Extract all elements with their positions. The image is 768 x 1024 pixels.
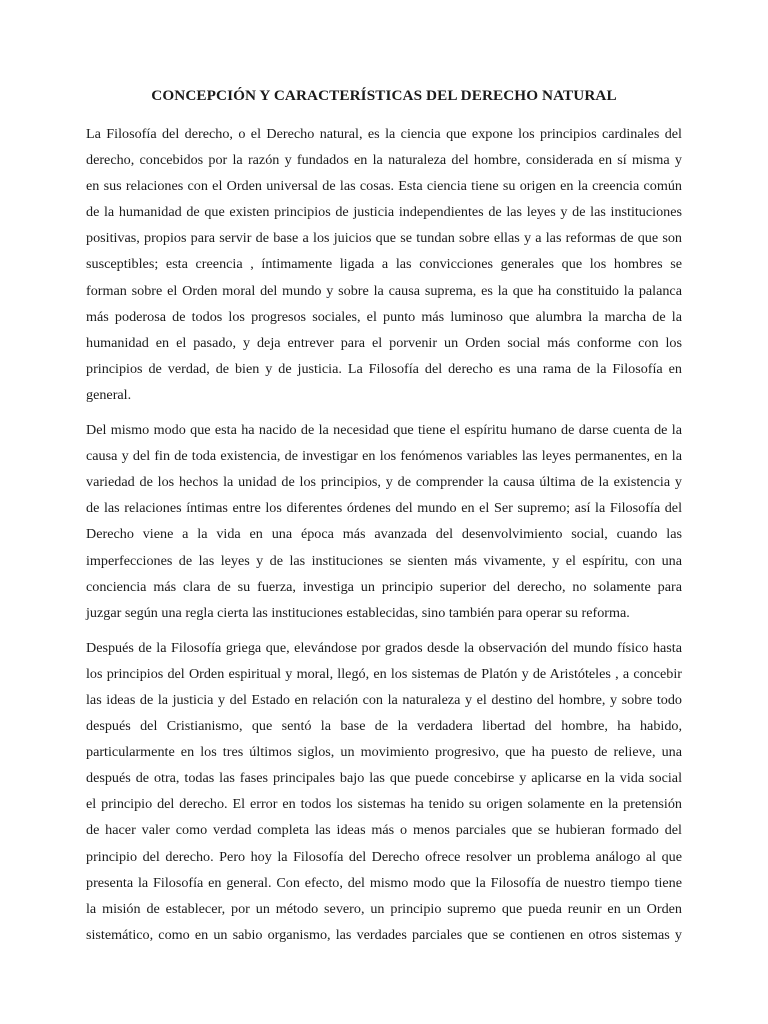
text-line: forman sobre el Orden moral del mundo y sobre la causa suprema, es la que ha constituido la palanca [86, 282, 682, 299]
paragraph [86, 121, 682, 408]
text-line: sistemático, como en un sabio organismo, las verdades parciales que se contienen en otros sistemas y [86, 926, 682, 943]
text-line: causa y del fin de toda existencia, de investigar en los fenómenos variables las leyes permanentes, en la [86, 448, 682, 465]
text-line: la misión de establecer, por un método severo, un principio supremo que pueda reunir en un Orden [86, 900, 682, 917]
text-line: de las relaciones íntimas entre los diferentes órdenes del mundo en el Ser supremo; así la Filosofía del [86, 500, 682, 517]
text-line: de la humanidad de que existen principios de justicia independientes de las leyes y de las instituciones [86, 204, 682, 221]
paragraph [86, 635, 682, 948]
text-line: variedad de los hechos la unidad de los principios, y de comprender la causa última de la existencia y [86, 474, 682, 491]
text-line: conciencia más clara de su fuerza, investiga un principio superior del derecho, no solamente para [86, 578, 682, 595]
text-line: de hacer valer como verdad completa las ideas más o menos parciales que se hubieran formado del [86, 822, 682, 839]
document-title: CONCEPCIÓN Y CARACTERÍSTICAS DEL DERECHO NATURAL [151, 87, 617, 104]
text-line: derecho, concebidos por la razón y fundados en la naturaleza del hombre, considerada en sí misma y [86, 152, 682, 169]
text-line: general. [86, 386, 132, 403]
text-line: los principios del Orden espiritual y moral, llegó, en los sistemas de Platón y de Aristóteles , a concebir [86, 665, 682, 682]
text-line: susceptibles; esta creencia , íntimamente ligada a las convicciones generales que los hombres se [86, 256, 682, 273]
text-line: después de otra, todas las fases principales bajo las que puede concebirse y aplicarse en la vida social [86, 770, 682, 787]
text-line: presenta la Filosofía en general. Con efecto, del mismo modo que la Filosofía de nuestro tiempo tiene [86, 874, 682, 891]
text-line: particularmente en los tres últimos siglos, un movimiento progresivo, que ha puesto de relieve, una [86, 744, 682, 761]
text-line: en sus relaciones con el Orden universal de las cosas. Esta ciencia tiene su origen en la creencia común [86, 178, 682, 195]
text-line: imperfecciones de las leyes y de las instituciones se sienten más vivamente, y el espíritu, con una [86, 552, 682, 569]
text-line: principios de verdad, de bien y de justicia. La Filosofía del derecho es una rama de la Filosofía en [86, 360, 682, 377]
text-line: las ideas de la justicia y del Estado en relación con la naturaleza y el destino del hombre, y sobre todo [86, 691, 682, 708]
text-line: La Filosofía del derecho, o el Derecho natural, es la ciencia que expone los principios cardinales del [86, 126, 682, 142]
text-line: positivas, propios para servir de base a los juicios que se tundan sobre ellas y a las reformas de que son [86, 230, 682, 247]
text-line: Del mismo modo que esta ha nacido de la necesidad que tiene el espíritu humano de darse cuenta de la [86, 422, 682, 439]
text-line: Después de la Filosofía griega que, elevándose por grados desde la observación del mundo físico hasta [86, 639, 682, 656]
document-body [86, 121, 682, 957]
text-line: juzgar según una regla cierta las instituciones establecidas, sino también para operar su reforma. [86, 604, 630, 621]
text-line: después del Cristianismo, que sentó la base de la verdadera libertad del hombre, ha habido, [86, 718, 682, 735]
text-line: principio del derecho. Pero hoy la Filosofía del Derecho ofrece resolver un problema análogo al que [86, 848, 682, 865]
text-line: Derecho viene a la vida en una época más avanzada del desenvolvimiento social, cuando las [86, 526, 682, 543]
text-line: humanidad en el pasado, y deja entrever para el porvenir un Orden social más conforme con los [86, 334, 682, 351]
text-line: más poderosa de todos los progresos sociales, el punto más luminoso que alumbra la marcha de la [86, 308, 682, 325]
text-line: el principio del derecho. El error en todos los sistemas ha tenido su origen solamente en la pretensión [86, 796, 682, 813]
paragraph [86, 417, 682, 626]
